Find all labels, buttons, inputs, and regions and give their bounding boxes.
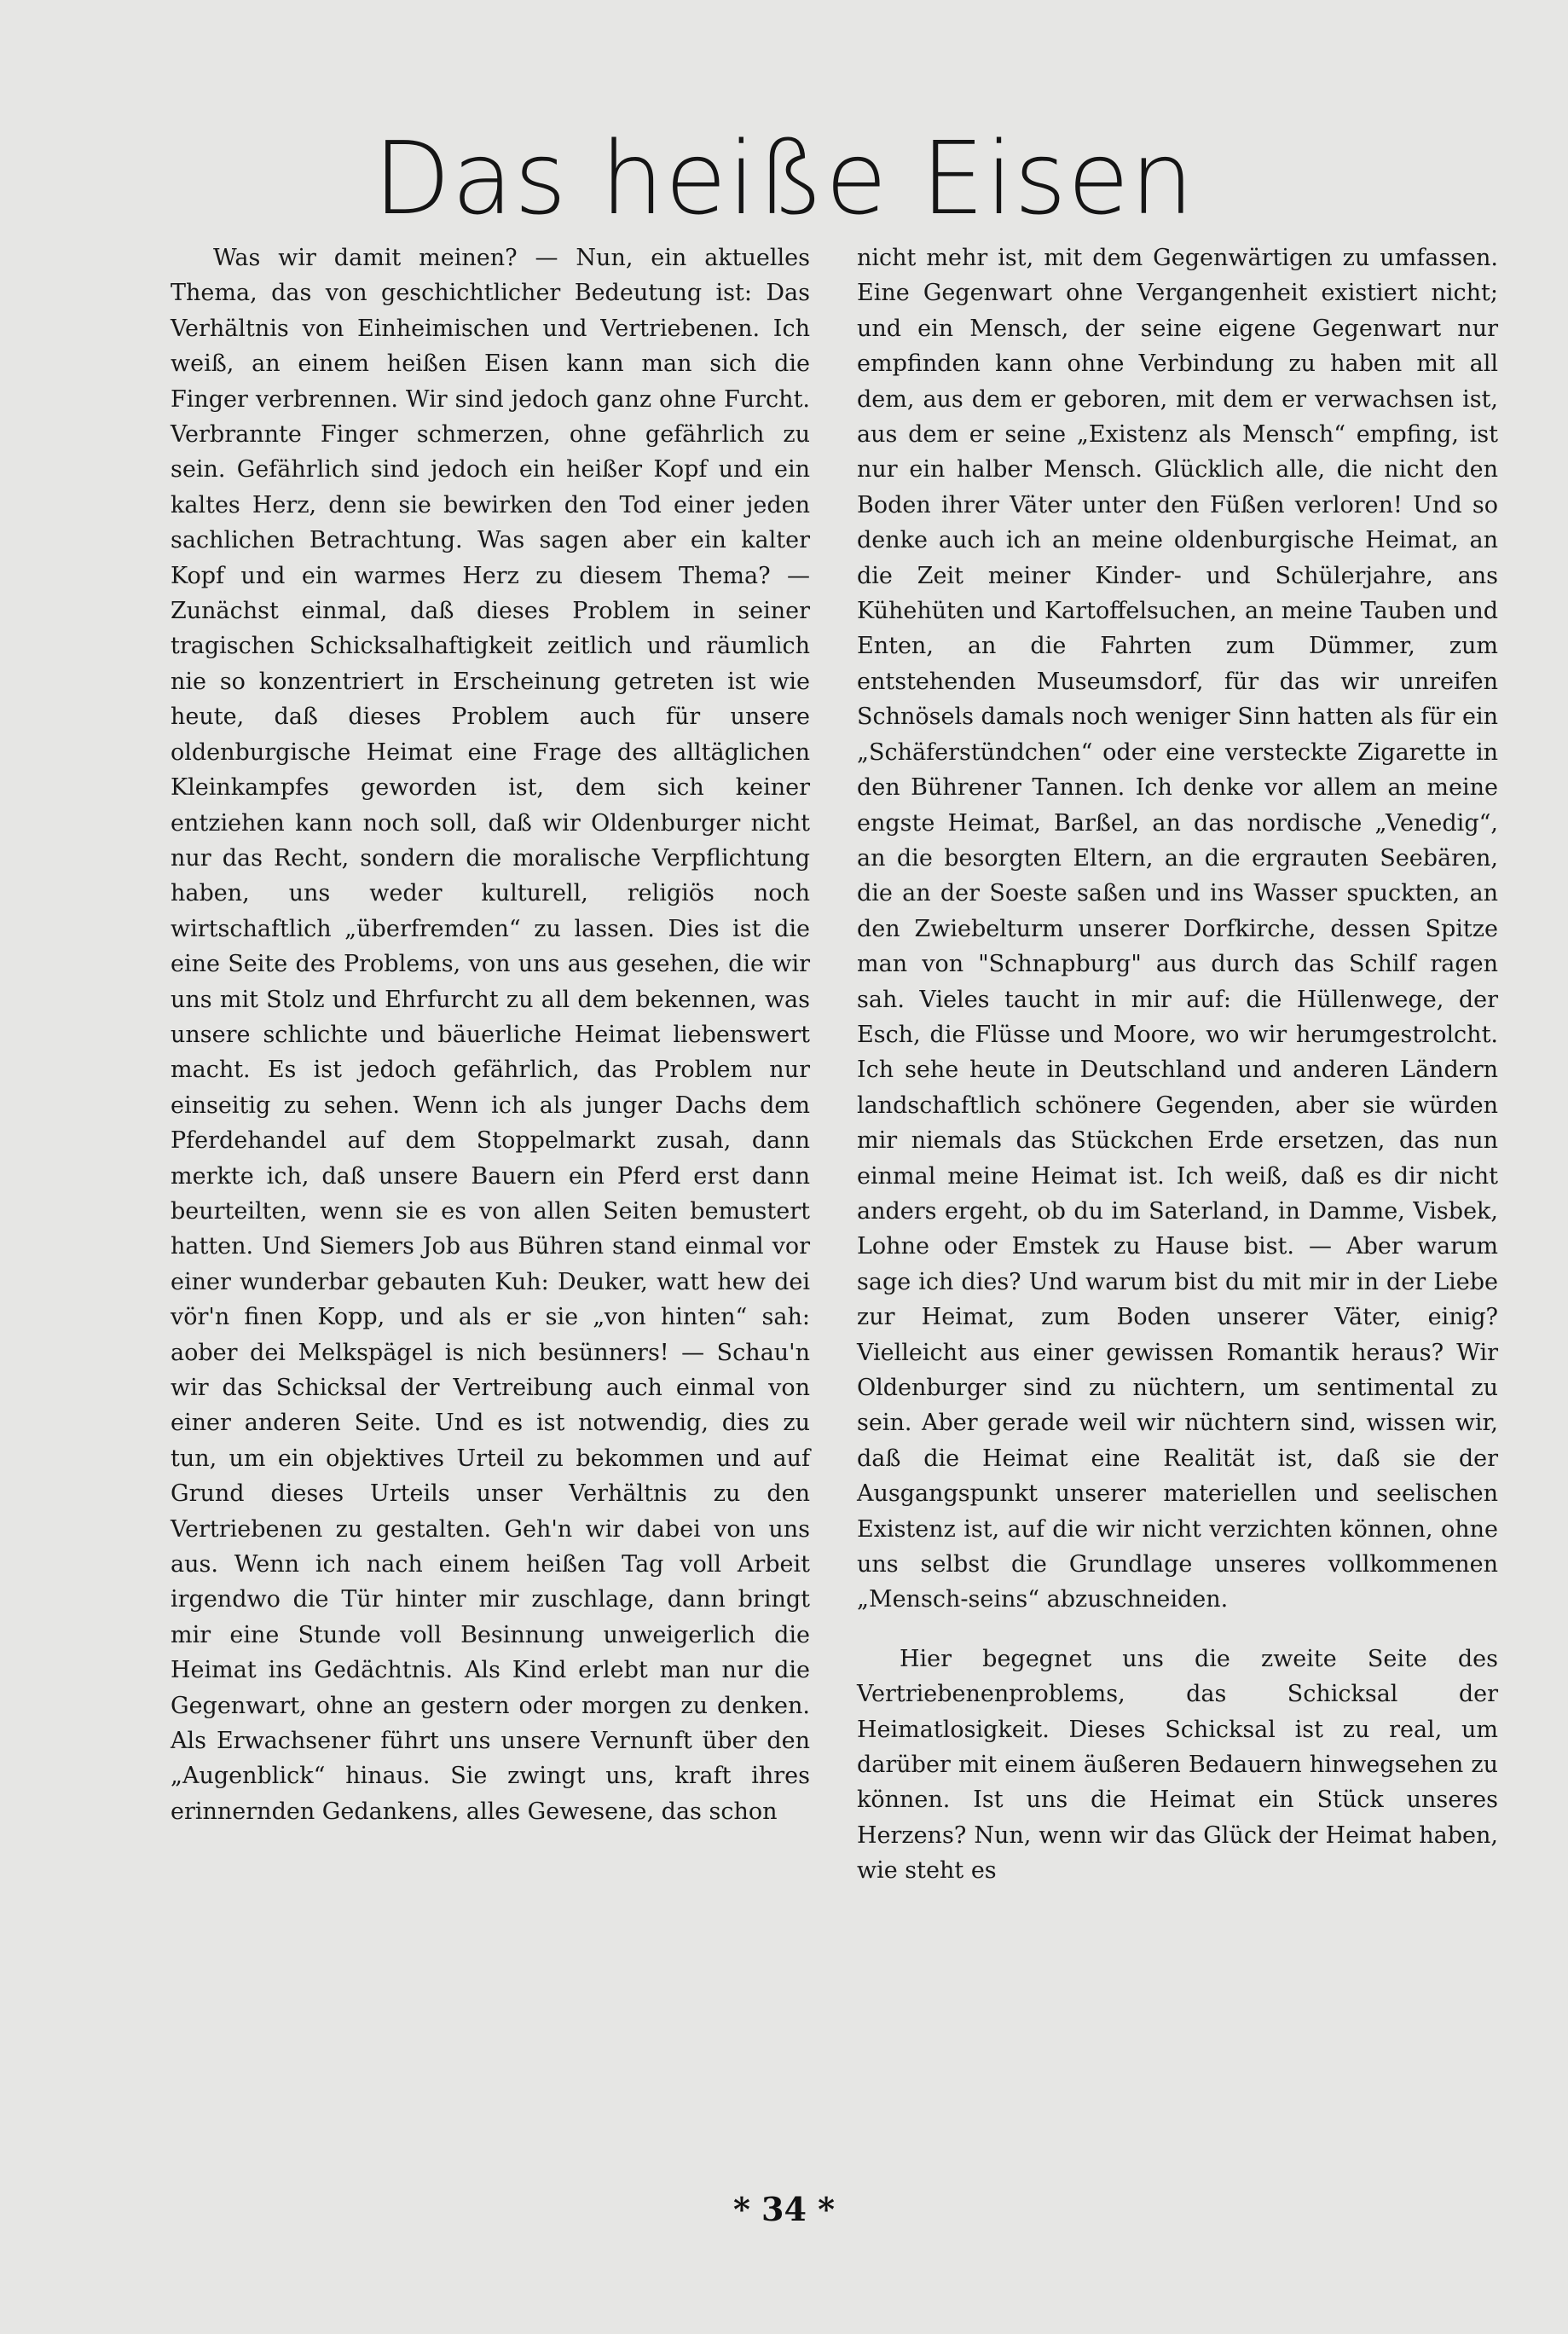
text-column-right xyxy=(857,240,1498,1889)
paragraph-right-2: Hier begegnet uns die zweite Seite des Vertriebenenproblems, das Schicksal der Heimatlosigkeit. Dieses Schicksal ist zu real, um darüber mit einem äußeren Bedauern hinwegsehen zu können. Ist uns die Heimat ein Stück unseres Herzens? Nun, wenn wir das Glück der Heimat haben, wie steht es xyxy=(857,1645,1498,1885)
paragraph-left-1: Was wir damit meinen? — Nun, ein aktuelles Thema, das von geschichtlicher Bedeutung ist: Das Verhältnis von Einheimischen und Vertriebenen. Ich weiß, an einem heißen Eisen kann man sich die Finger verbrennen. Wir sind jedoch ganz ohne Furcht. Verbrannte Finger schmerzen, ohne gefährlich zu sein. Gefährlich sind jedoch ein heißer Kopf und ein kaltes Herz, denn sie bewirken den Tod einer jeden sachlichen Betrachtung. Was sagen aber ein kalter Kopf und ein warmes Herz zu diesem Thema? — Zunächst einmal, daß dieses Problem in seiner tragischen Schicksalhaftigkeit zeitlich und räumlich nie so konzentriert in Erscheinung getreten ist wie heute, daß dieses Problem auch für unsere oldenburgische Heimat eine Frage des alltäglichen Kleinkampfes geworden ist, dem sich keiner entziehen kann noch soll, daß wir Oldenburger nicht nur das Recht, sondern die moralische Verpflichtung haben, uns weder kulturell, religiös noch wirtschaftlich „überfremden“ zu lassen. Dies ist die eine Seite des Problems, von uns aus gesehen, die wir uns mit Stolz und Ehrfurcht zu all dem bekennen, was unsere schlichte und bäuerliche Heimat liebenswert macht. Es ist jedoch gefährlich, das Problem nur einseitig zu sehen. Wenn ich als junger Dachs dem Pferdehandel auf dem Stoppelmarkt zusah, dann merkte ich, daß unsere Bauern ein Pferd erst dann beurteilten, wenn sie es von allen Seiten bemustert hatten. Und Siemers Job aus Bühren stand einmal vor einer wunderbar gebauten Kuh: Deuker, watt hew dei vör'n finen Kopp, und als er sie „von hinten“ sah: aober dei Melkspägel is nich besünners! — Schau'n wir das Schicksal der Vertreibung auch einmal von einer anderen Seite. Und es ist notwendig, dies zu tun, um ein objektives Urteil zu bekommen und auf Grund dieses Urteils unser Verhältnis zu den Vertriebenen zu gestalten. Geh'n wir dabei von uns aus. Wenn ich nach einem heißen Tag voll Arbeit irgendwo die Tür hinter mir zuschlage, dann bringt mir eine Stunde voll Besinnung unweigerlich die Heimat ins Gedächtnis. Als Kind erlebt man nur die Gegenwart, ohne an gestern oder morgen zu denken. Als Erwachsener führt uns unsere Vernunft über den „Augenblick“ hinaus. Sie zwingt uns, kraft ihres erinnernden Gedankens, alles Gewesene, das schon xyxy=(171,245,810,1825)
paragraph-right-1: nicht mehr ist, mit dem Gegenwärtigen zu umfassen. Eine Gegenwart ohne Vergangenheit existiert nicht; und ein Mensch, der seine eigene Gegenwart nur empfinden kann ohne Verbindung zu haben mit all dem, aus dem er geboren, mit dem er verwachsen ist, aus dem er seine „Existenz als Mensch“ empfing, ist nur ein halber Mensch. Glücklich alle, die nicht den Boden ihrer Väter unter den Füßen verloren! Und so denke auch ich an meine oldenburgische Heimat, an die Zeit meiner Kinder- und Schülerjahre, ans Kühehüten und Kartoffelsuchen, an meine Tauben und Enten, an die Fahrten zum Dümmer, zum entstehenden Museumsdorf, für das wir unreifen Schnösels damals noch weniger Sinn hatten als für ein „Schäferstündchen“ oder eine versteckte Zigarette in den Bührener Tannen. Ich denke vor allem an meine engste Heimat, Barßel, an das nordische „Venedig“, an die besorgten Eltern, an die ergrauten Seebären, die an der Soeste saßen und ins Wasser spuckten, an den Zwiebelturm unserer Dorfkirche, dessen Spitze man von "Schnapburg" aus durch das Schilf ragen sah. Vieles taucht in mir auf: die Hüllenwege, der Esch, die Flüsse und Moore, wo wir herumgestrolcht. Ich sehe heute in Deutschland und anderen Ländern landschaftlich schönere Gegenden, aber sie würden mir niemals das Stückchen Erde ersetzen, das nun einmal meine Heimat ist. Ich weiß, daß es dir nicht anders ergeht, ob du im Saterland, in Damme, Visbek, Lohne oder Emstek zu Hause bist. — Aber warum sage ich dies? Und warum bist du mit mir in der Liebe zur Heimat, zum Boden unserer Väter, einig? Vielleicht aus einer gewissen Romantik heraus? Wir Oldenburger sind zu nüchtern, um sentimental zu sein. Aber gerade weil wir nüchtern sind, wissen wir, daß die Heimat eine Realität ist, daß sie der Ausgangspunkt unserer materiellen und seelischen Existenz ist, auf die wir nicht verzichten können, ohne uns selbst die Grundlage unseres vollkommenen „Mensch-seins“ abzuschneiden. xyxy=(857,245,1498,1613)
text-column-left xyxy=(171,240,810,1829)
page-number: * 34 * xyxy=(732,2190,836,2228)
article-title: Das heiße Eisen xyxy=(373,119,1195,237)
